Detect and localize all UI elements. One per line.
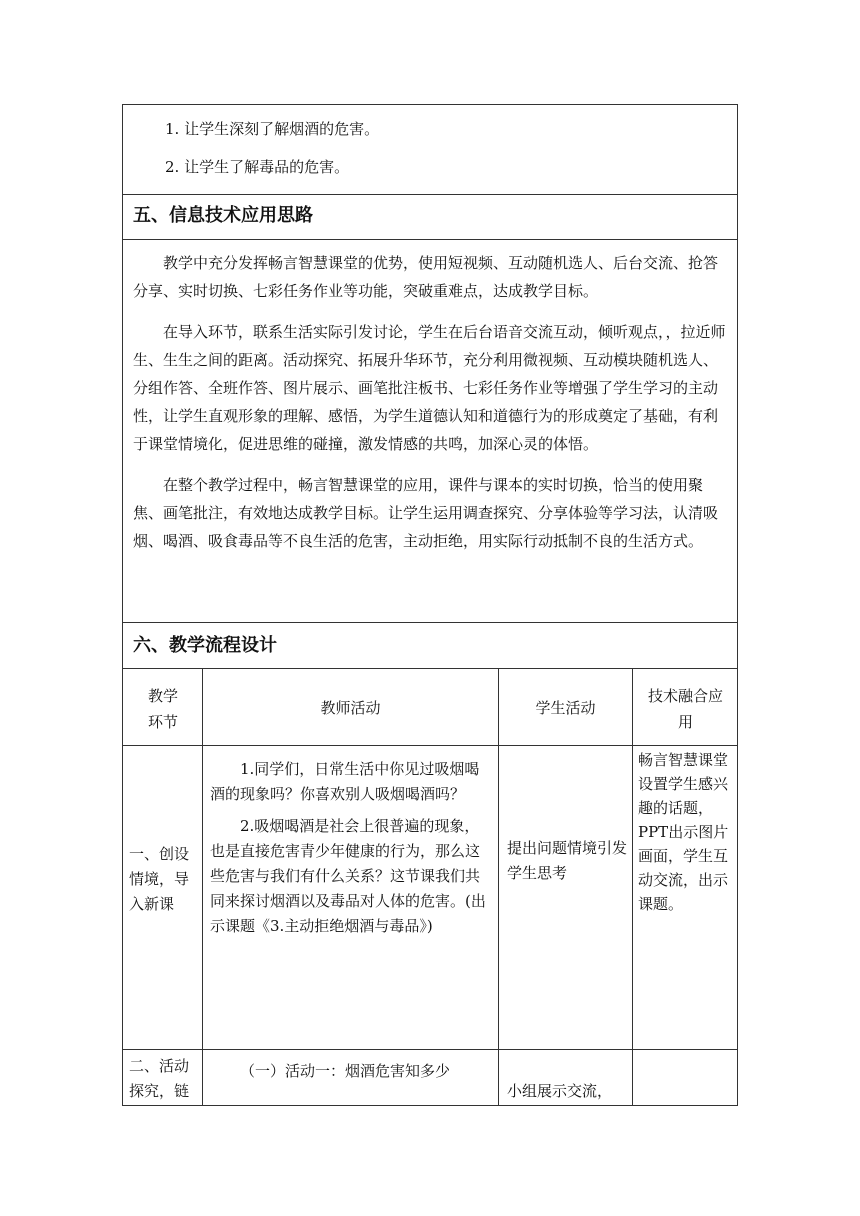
column-header: 学生活动: [535, 699, 596, 717]
divider: [123, 668, 737, 669]
teacher-activity-cell: [210, 757, 492, 939]
stage-cell: 一、创设情境，导入新课: [129, 845, 190, 913]
student-activity-cell: 小组展示交流，: [507, 1082, 613, 1100]
paragraph: 在导入环节，联系生活实际引发讨论，学生在后台语音交流互动，倾听观点，，拉近师生、生生之间的距离。活动探究、拓展升华环节，充分利用微视频、互动模块随机选人、分组作答、全班作答、图片展示、画笔批注板书、七彩任务作业等增强了学生学习的主动性，让学生直观形象的理解、感悟，为学生道德认知和道德行为的形成奠定了基础，有利于课堂情境化，促进思维的碰撞，激发情感的共鸣，加深心灵的体悟。: [133, 323, 726, 453]
lesson-plan-table: [122, 104, 738, 1106]
student-activity-cell: 提出问题情境引发学生思考: [507, 839, 628, 882]
column-header: 教师活动: [320, 699, 381, 717]
teacher-step: 2.吸烟喝酒是社会上很普遍的现象，也是直接危害青少年健康的行为，那么这些危害与我们有什么关系？这节课我们共同来探讨烟酒以及毒品对人体的危害。(出示课题《3.主动拒绝烟酒与毒品》): [210, 817, 486, 935]
divider: [123, 622, 737, 623]
paragraph: 教学中充分发挥畅言智慧课堂的优势，使用短视频、互动随机选人、后台交流、抢答分享、实时切换、七彩任务作业等功能，突破重难点，达成教学目标。: [133, 254, 719, 300]
section-body: [133, 249, 729, 555]
column-divider: [202, 668, 203, 1106]
section-heading: 六、教学流程设计: [133, 635, 277, 656]
teacher-activity-cell: （一）活动一：烟酒危害知多少: [240, 1062, 451, 1080]
paragraph: 在整个教学过程中，畅言智慧课堂的应用，课件与课本的实时切换，恰当的使用聚焦、画笔批注，有效地达成教学目标。让学生运用调查探究、分享体验等学习法，认清吸烟、喝酒、吸食毒品等不良生活的危害，主动拒绝，用实际行动抵制不良的生活方式。: [133, 476, 719, 550]
column-header: 技术融合应用: [648, 687, 724, 731]
column-header: 教学环节: [147, 687, 178, 731]
goal-item: 2. 让学生了解毒品的危害。: [165, 158, 350, 176]
goal-item: 1. 让学生深刻了解烟酒的危害。: [165, 120, 380, 138]
stage-cell: 二、活动探究，链: [129, 1057, 190, 1100]
divider: [123, 194, 737, 195]
divider: [123, 239, 737, 240]
divider: [123, 745, 737, 746]
column-divider: [498, 668, 499, 1106]
divider: [123, 1049, 737, 1050]
column-divider: [632, 668, 633, 1106]
section-heading: 五、信息技术应用思路: [133, 205, 313, 226]
teacher-step: 1.同学们，日常生活中你见过吸烟喝酒的现象吗？你喜欢别人吸烟喝酒吗？: [210, 760, 480, 803]
tech-integration-cell: 畅言智慧课堂设置学生感兴趣的话题，PPT出示图片画面，学生互动交流，出示课题。: [638, 751, 729, 913]
